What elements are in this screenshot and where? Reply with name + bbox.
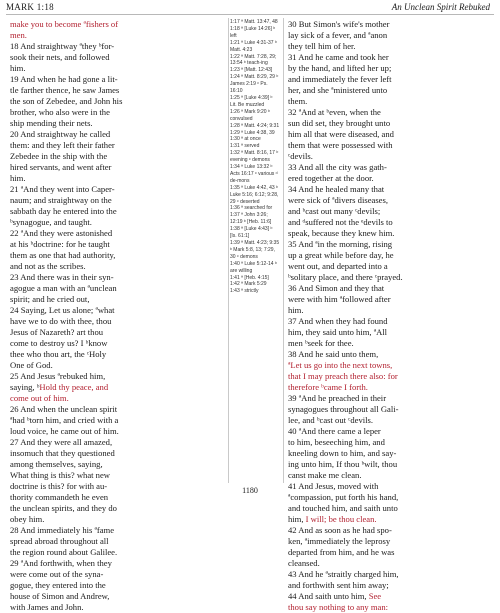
- verse-line: 32 ªAnd at ᵇeven, when the: [288, 107, 381, 117]
- verse-line: thou say nothing to any man:: [288, 602, 389, 612]
- verse-line: 39 ªAnd he preached in their: [288, 393, 387, 403]
- verse-line: cleansed.: [288, 558, 320, 568]
- cross-reference-note: 1:36 ª searched for: [230, 205, 273, 212]
- verse-line: 31 And he came and took her: [288, 52, 389, 62]
- words-of-christ: I will; be thou clean.: [305, 514, 377, 524]
- verse-line: speak, because they knew him.: [288, 228, 395, 238]
- words-of-christ: See: [368, 591, 382, 601]
- cross-reference-note: 1:25 ª [Luke 4:39] ᵇ Lit. Be muzzled: [230, 94, 273, 108]
- verse-line: come out of him.: [10, 393, 69, 403]
- verse-line: were with him ªfollowed after: [288, 294, 391, 304]
- verse-line: 20 And straightway he called: [10, 129, 111, 139]
- verse-line: to him, beseeching him, and: [288, 437, 385, 447]
- words-of-christ: Hold thy peace, and: [39, 382, 109, 392]
- verse-line: and forthwith sent him away;: [288, 580, 389, 590]
- cross-reference-note: 1:22 ª Matt. 7:28, 29; 13:54 ᵇ teach-ing: [230, 53, 277, 67]
- verse-line: them.: [288, 96, 308, 106]
- verse-line: 37 And when they had found: [288, 316, 388, 326]
- verse-line: the region round about Galilee.: [10, 547, 118, 557]
- cross-reference-note: 1:41 ª [Heb. 4:15]: [230, 274, 269, 281]
- cross-reference-note: 1:24 ª Matt. 8:29, 29 ᵇ James 2:19 ᶜ Ps. 16:10: [230, 74, 279, 95]
- verse-line: 40 ªAnd there came a leper: [288, 426, 381, 436]
- verse-line: them as one that had authority,: [10, 250, 116, 260]
- verse-line: sun did set, they brought unto: [288, 118, 391, 128]
- verse-line: tle farther thence, he saw James: [10, 85, 120, 95]
- cross-reference-note: 1:18 ª [Luke 14:26] ᵇ left: [230, 25, 276, 39]
- verse-line: them that were possessed with: [288, 140, 393, 150]
- verse-line: and immediately the fever left: [288, 74, 392, 84]
- verse-line: obey him.: [10, 514, 45, 524]
- verse-line: sook their nets, and followed: [10, 52, 110, 62]
- footnote-column: [230, 19, 280, 295]
- verse-line: and ᵇcast out many ᶜdevils;: [288, 206, 381, 216]
- cross-reference-note: 1:28 ª Matt. 4:24; 9:31: [230, 122, 280, 129]
- verse-line: saying, ᵇHold thy peace, and: [10, 382, 109, 392]
- verse-line: canst make me clean.: [288, 470, 362, 480]
- verse-line: they tell him of her.: [288, 41, 356, 51]
- verse-line: 18 And straightway ªthey ᵇfor-: [10, 41, 115, 51]
- verse-line: 35 And ªin the morning, rising: [288, 239, 393, 249]
- verse-line: loud voice, he came out of him.: [10, 426, 119, 436]
- cross-reference-note: 1:29 ª Luke 4:38, 39: [230, 129, 275, 136]
- verse-line: thee who thou art, the ᶜHoly: [10, 349, 107, 359]
- cross-reference-note: 1:32 ª Matt. 8:16, 17 ᵇ evening ᶜ demons: [230, 150, 279, 164]
- verse-line: him, they said unto him, ªAll: [288, 327, 388, 337]
- verse-line: 22 ªAnd they were astonished: [10, 228, 113, 238]
- verse-line: ªcompassion, put forth his hand,: [288, 492, 399, 502]
- verse-line: doctrine is this? for with au-: [10, 481, 108, 491]
- verse-line: 28 And immediately his ªfame: [10, 525, 115, 535]
- cross-reference-note: 1:43 ª strictly: [230, 288, 259, 295]
- page-number: 1180: [242, 486, 258, 495]
- verse-line: 29 ªAnd forthwith, when they: [10, 558, 112, 568]
- verse-line: and not as the scribes.: [10, 261, 86, 271]
- verse-line: him, I will; be thou clean.: [288, 514, 377, 524]
- verse-line: Zebedee in the ship with the: [10, 151, 108, 161]
- verse-line: 34 And he healed many that: [288, 184, 385, 194]
- verse-line: 43 And he ªstraitly charged him,: [288, 569, 399, 579]
- cross-reference-note: 1:39 ª Matt. 4:23; 9:35 ᵇ Mark 5:8, 13; 7:29, 30 ᶜ demons: [230, 240, 280, 260]
- verse-line: 44 And saith unto him, See: [288, 591, 382, 601]
- verse-line: ᵇsolitary place, and there ᶜprayed.: [288, 272, 403, 282]
- verse-line: One of God.: [10, 360, 53, 370]
- verse-line: What thing is this? what new: [10, 470, 111, 480]
- verse-line: them: and they left their father: [10, 140, 115, 150]
- cross-reference-note: 1:23 ª [Matt. 12:43]: [230, 67, 273, 74]
- cross-reference-note: 1:37 ª John 3:26; 12:19 ᵇ [Heb. 11:6]: [230, 212, 272, 226]
- verse-line: 25 And Jesus ªrebuked him,: [10, 371, 106, 381]
- verse-line: lay sick of a fever, and ªanon: [288, 30, 388, 40]
- verse-line: 42 And as soon as he had spo-: [288, 525, 392, 535]
- verse-line: him all that were diseased, and: [288, 129, 394, 139]
- section-heading: An Unclean Spirit Rebuked: [391, 2, 490, 12]
- column-divider-left: [228, 18, 229, 483]
- verse-line: 27 And they were all amazed,: [10, 437, 113, 447]
- verse-line: lee, and ᵇcast out ᶜdevils.: [288, 415, 374, 425]
- verse-line: 36 And Simon and they that: [288, 283, 385, 293]
- verse-line: among themselves, saying,: [10, 459, 103, 469]
- verse-line: make you to become ªfishers of: [10, 19, 119, 29]
- verse-line: 33 And all the city was gath-: [288, 162, 387, 172]
- verse-line: him.: [10, 63, 26, 73]
- scripture-column-left: [10, 19, 228, 613]
- verse-line: that I may preach there also: for: [288, 371, 398, 381]
- verse-line: synagogues throughout all Gali-: [288, 404, 399, 414]
- verse-line: 24 Saying, Let us alone; ªwhat: [10, 305, 115, 315]
- cross-reference-note: 1:35 ª Luke 4:42, 43 ᵇ Luke 5:16; 6:12; 9:28, 29 ᶜ deserted: [230, 184, 279, 205]
- verse-line: 41 And Jesus, moved with: [288, 481, 379, 491]
- verse-line: thority commandeth he even: [10, 492, 109, 502]
- verse-line: ªLet us go into the next towns,: [288, 360, 393, 370]
- verse-line: ship mending their nets.: [10, 118, 93, 128]
- cross-reference-note: 1:31 ª served: [230, 143, 260, 150]
- verse-line: spread abroad throughout all: [10, 536, 109, 546]
- verse-line: men.: [10, 30, 27, 40]
- verse-line: her, and she ªministered unto: [288, 85, 388, 95]
- verse-line: 23 And there was in their syn-: [10, 272, 114, 282]
- verse-line: up a great while before day, he: [288, 250, 394, 260]
- scripture-column-right: [288, 19, 494, 613]
- cross-reference-note: 1:21 ª Luke 4:31-37 ᵇ Matt. 4:23: [230, 39, 277, 53]
- verse-line: house of Simon and Andrew,: [10, 591, 110, 601]
- verse-line: Jesus of Nazareth? art thou: [10, 327, 104, 337]
- verse-line: ᵇsynagogue, and taught.: [10, 217, 92, 227]
- verse-line: at his ᵇdoctrine: for he taught: [10, 239, 110, 249]
- verse-line: by the hand, and lifted her up;: [288, 63, 392, 73]
- verse-line: 19 And when he had gone a lit-: [10, 74, 118, 84]
- verse-line: spirit; and he cried out,: [10, 294, 90, 304]
- verse-line: and ᵈsuffered not the ᵉdevils to: [288, 217, 393, 227]
- verse-line: come to destroy us? I ᵇknow: [10, 338, 108, 348]
- verse-line: naum; and straightway on the: [10, 195, 112, 205]
- verse-line: ing unto him, If thou ᵇwilt, thou: [288, 459, 398, 469]
- verse-line: 38 And he said unto them,: [288, 349, 379, 359]
- column-divider-right: [283, 18, 284, 483]
- verse-line: with James and John.: [10, 602, 84, 612]
- verse-line: ered together at the door.: [288, 173, 374, 183]
- verse-line: the son of Zebedee, and John his: [10, 96, 123, 106]
- verse-line: gogue, they entered into the: [10, 580, 106, 590]
- verse-line: hired servants, and went after: [10, 162, 112, 172]
- cross-reference-note: 1:40 ª Luke 5:12-14 ᵇ are willing: [230, 260, 277, 274]
- verse-line: brother, who also were in the: [10, 107, 110, 117]
- verse-line: 26 And when the unclean spirit: [10, 404, 118, 414]
- verse-line: ªhad ᵇtorn him, and cried with a: [10, 415, 119, 425]
- verse-line: agogue a man with an ªunclean: [10, 283, 117, 293]
- verse-line: departed from him, and he was: [288, 547, 395, 557]
- verse-line: him.: [288, 305, 304, 315]
- verse-line: 30 But Simon's wife's mother: [288, 19, 390, 29]
- verse-line: therefore ᵇcame I forth.: [288, 382, 368, 392]
- verse-line: and touched him, and saith unto: [288, 503, 398, 513]
- running-header: [0, 0, 500, 15]
- verse-line: 21 ªAnd they went into Caper-: [10, 184, 115, 194]
- verse-line: were come out of the syna-: [10, 569, 104, 579]
- verse-line: the unclean spirits, and they do: [10, 503, 117, 513]
- verse-line: ken, ªimmediately the leprosy: [288, 536, 391, 546]
- verse-line: were sick of ªdivers diseases,: [288, 195, 388, 205]
- verse-line: have we to do with thee, thou: [10, 316, 112, 326]
- cross-reference-note: 1:42 ª Mark 5:29: [230, 281, 267, 288]
- verse-line: kneeling down to him, and say-: [288, 448, 397, 458]
- cross-reference-note: 1:17 ª Matt. 13:47, 48: [230, 19, 278, 25]
- verse-line: him.: [10, 173, 26, 183]
- cross-reference-note: 1:38 ª [Luke 4:43] ᵇ [Is. 61:1]: [230, 226, 273, 240]
- header-rule: [6, 14, 494, 15]
- verse-line: went out, and departed into a: [288, 261, 388, 271]
- cross-reference-note: 1:30 ª at once: [230, 136, 261, 143]
- cross-reference-note: 1:26 ª Mark 9:20 ᵇ convulsed: [230, 108, 270, 122]
- chapter-reference: MARK 1:18: [6, 2, 54, 12]
- verse-line: ᶜdevils.: [288, 151, 313, 161]
- verse-line: sabbath day he entered into the: [10, 206, 117, 216]
- cross-reference-note: 1:34 ª Luke 13:32 ᵇ Acts 16:17 ᶜ various ᵈ de-mons: [230, 164, 278, 184]
- verse-line: men ᵇseek for thee.: [288, 338, 354, 348]
- verse-line: insomuch that they questioned: [10, 448, 115, 458]
